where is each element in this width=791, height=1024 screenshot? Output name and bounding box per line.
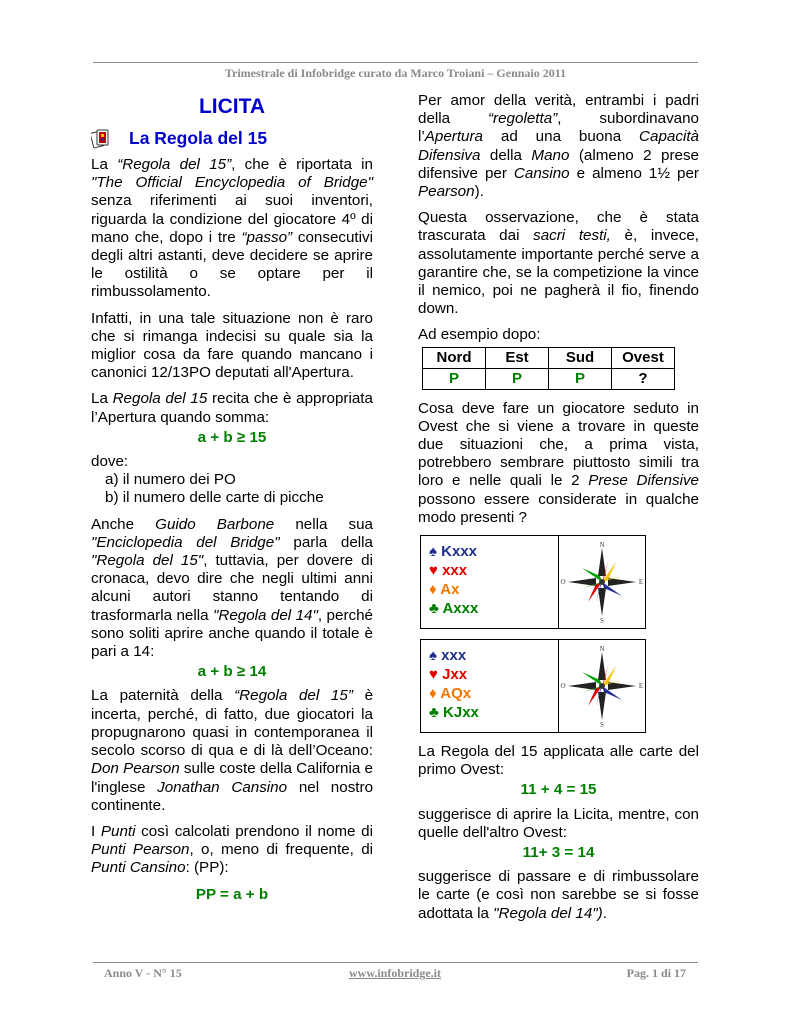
paragraph-intro: La “Regola del 15”, che è riportata in "The Official Encyclopedia of Bridge" senza riferimenti ai suoi inventori, riguarda la condizione del giocatore 4º di mano che, dopo i tre “passo” consecutivi degli altri astanti, deve decidere se aprire le ostilità o se optare per il rimbussolamento.	[91, 156, 373, 301]
hand-second	[421, 640, 559, 732]
formula-14: a + b ≥ 14	[197, 663, 267, 681]
table-cell: P	[549, 368, 612, 389]
club-icon: ♣	[429, 704, 439, 722]
svg-text:S: S	[600, 617, 604, 625]
formula-first-west: 11 + 4 = 15	[520, 781, 597, 799]
bidding-table	[422, 347, 675, 390]
paragraph-question: Cosa deve fare un giocatore seduto in Ovest che si viene a trovare in queste due situazioni che, a prima vista, potrebbero sembrare piuttosto simili tra loro e nelle quali le 2 Prese Difensive possono essere considerate in qualche modo presenti ?	[418, 399, 699, 526]
table-cell: P	[423, 368, 486, 389]
club-icon: ♣	[429, 600, 439, 618]
table-header-cell: Ovest	[612, 347, 675, 368]
paragraph-example: Ad esempio dopo:	[418, 326, 541, 344]
formula-15: a + b ≥ 15	[197, 428, 267, 446]
website-link[interactable]: www.infobridge.it	[348, 966, 441, 980]
compass-rose-icon	[559, 640, 645, 732]
list-item: b) il numero delle carte di picche	[105, 489, 324, 507]
hand-first	[421, 536, 559, 628]
heart-icon: ♥	[429, 666, 438, 684]
suit-line: ♠ Kxxx	[429, 543, 477, 561]
table-header-cell: Sud	[549, 347, 612, 368]
section-heading	[91, 126, 373, 150]
svg-text:S: S	[600, 721, 604, 729]
page-number: Pag. 1 di 17	[626, 966, 686, 980]
table-header-cell: Nord	[423, 347, 486, 368]
list-item: a) il numero dei PO	[105, 471, 236, 489]
spade-icon: ♠	[429, 543, 437, 561]
suit-line: ♦ Ax	[429, 581, 460, 599]
paragraph-suggest-open: suggerisce di aprire la Licita, mentre, con quelle dell'altro Ovest:	[418, 805, 699, 841]
hand-box-second	[420, 639, 646, 733]
paragraph-points: I Punti così calcolati prendono il nome di Punti Pearson, o, meno di frequente, di Punti Cansino: (PP):	[91, 822, 374, 877]
spade-icon: ♠	[429, 647, 437, 665]
paragraph-origin: La paternità della “Regola del 15” è incerta, perché, di fatto, due giocatori la propugnarono quasi in contemporanea il secolo scorso di qua e di là dell’Oceano: Don Pearson sulle coste della California e l'inglese Jonathan Cansino nel nostro continente.	[91, 687, 374, 814]
table-cell: ?	[612, 368, 675, 389]
left-column	[91, 92, 373, 910]
svg-text:N: N	[599, 541, 605, 550]
running-header: Trimestrale di Infobridge curato da Marco Troiani – Gennaio 2011	[224, 66, 567, 80]
suit-line: ♥ Jxx	[429, 666, 468, 684]
cards-icon	[91, 128, 111, 148]
svg-text:O: O	[560, 682, 566, 691]
paragraph-barbone: Anche Guido Barbone nella sua "Enciclopedia del Bridge" parla della "Regola del 15", tuttavia, per dovere di cronaca, devo dire che negli ultimi anni alcuni autori stanno tentando di trasformarla nella "Regola del 14", perché sono soliti aprire anche quando il totale è pari a 14:	[91, 515, 374, 661]
diamond-icon: ♦	[429, 685, 437, 703]
svg-text:E: E	[638, 682, 644, 691]
paragraph-rule: La Regola del 15 recita che è appropriata l’Apertura quando somma:	[91, 390, 373, 426]
paragraph-situation: Infatti, in una tale situazione non è raro che si rimanga indecisi su quale sia la miglior cosa da fare quando mancano i canonici 12/13PO deputati all'Apertura.	[91, 309, 373, 382]
footer-rule	[93, 962, 698, 963]
suit-line: ♥ xxx	[429, 562, 468, 580]
table-cell: P	[486, 368, 549, 389]
hand-box-first	[420, 535, 646, 629]
diamond-icon: ♦	[429, 581, 437, 599]
header-rule	[93, 62, 698, 63]
table-header-row	[423, 347, 675, 368]
issue-number: Anno V - N° 15	[104, 966, 182, 980]
svg-text:E: E	[638, 578, 644, 587]
paragraph-apply: La Regola del 15 applicata alle carte del primo Ovest:	[418, 743, 699, 779]
heart-icon: ♥	[429, 562, 438, 580]
paragraph-defense: Per amor della verità, entrambi i padri della “regoletta”, subordinavano l’Apertura ad una buona Capacità Difensiva della Mano (almeno 2 prese difensive per Cansino e almeno 1½ per Pearson).	[418, 92, 700, 201]
suit-line: ♠ xxx	[429, 647, 467, 665]
suit-line: ♣ Axxx	[429, 600, 479, 618]
where-label: dove:	[91, 453, 129, 471]
page-title: LICITA	[198, 95, 266, 118]
table-row	[423, 368, 675, 389]
suit-line: ♦ AQx	[429, 685, 472, 703]
right-column	[418, 92, 699, 931]
paragraph-observation: Questa osservazione, che è stata trascurata dai sacri testi, è, invece, assolutamente importante perché serve a garantire che, se la competizione la vince il nemico, poi ne pagherà il fio, finendo down.	[418, 209, 699, 318]
paragraph-suggest-pass: suggerisce di passare e di rimbussolare le carte (e così non sarebbe se si fosse adottata la "Regola del 14").	[418, 868, 699, 922]
svg-text:O: O	[560, 578, 566, 587]
formula-second-west: 11+ 3 = 14	[522, 844, 595, 862]
svg-text:N: N	[599, 645, 605, 654]
compass-rose-icon	[559, 536, 645, 628]
table-header-cell: Est	[486, 347, 549, 368]
formula-pp: PP = a + b	[195, 885, 269, 903]
section-heading-text: La Regola del 15	[129, 127, 268, 148]
suit-line: ♣ KJxx	[429, 704, 479, 722]
